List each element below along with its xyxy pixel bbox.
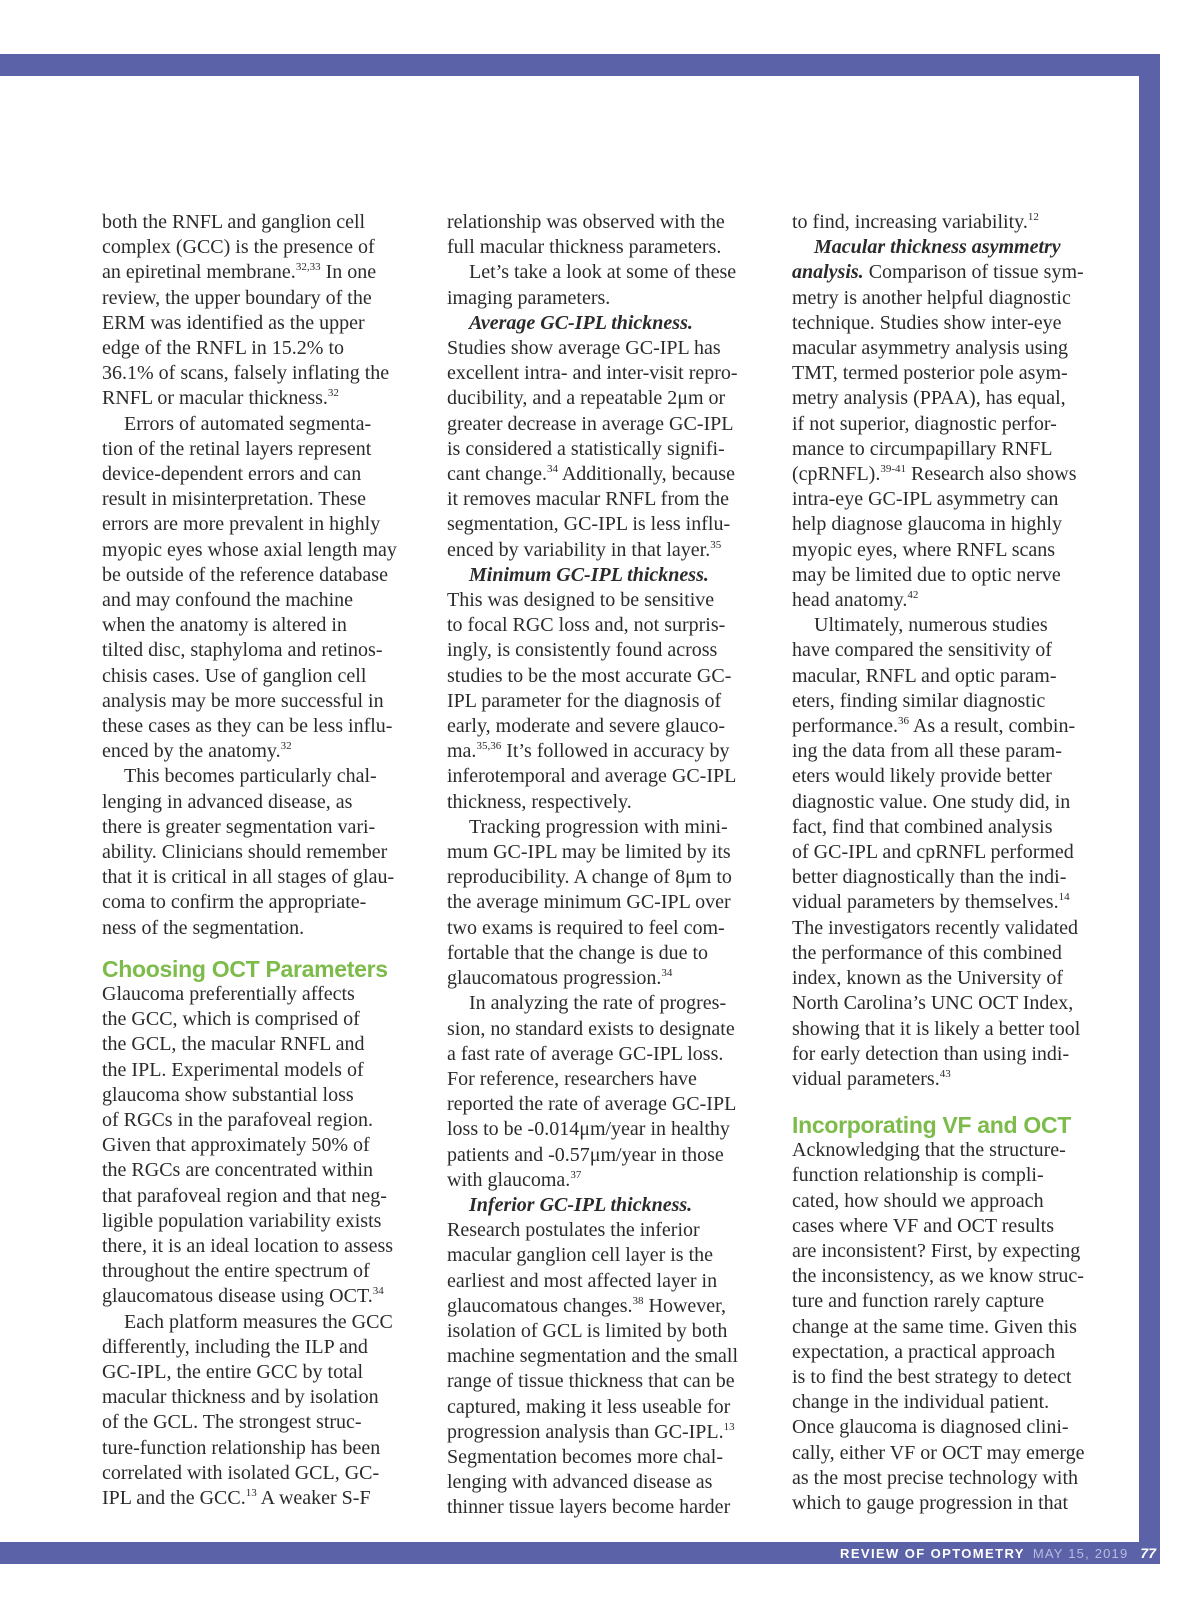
text-line: ture and function rarely capture	[792, 1290, 1045, 1313]
text-line: tilted disc, staphyloma and retinos-	[102, 639, 383, 662]
text-line: technique. Studies show inter-eye	[792, 311, 1062, 334]
text-line: greater decrease in average GC-IPL	[447, 412, 734, 435]
text-line: these cases as they can be less influ-	[102, 715, 393, 738]
right-frame-bar	[1139, 54, 1160, 1554]
text-line: ing the data from all these param-	[792, 740, 1062, 763]
text-line: captured, making it less useable for	[447, 1395, 731, 1418]
text-line: the performance of this combined	[792, 941, 1062, 964]
text-line: the average minimum GC-IPL over	[447, 891, 731, 914]
text-line: reproducibility. A change of 8μm to	[447, 866, 732, 889]
text-line: vidual parameters.$^{43}$	[792, 1067, 951, 1090]
text-line: Average GC-IPL thickness.	[469, 311, 693, 334]
text-line: there, it is an ideal location to assess	[102, 1234, 394, 1257]
text-line: ligible population variability exists	[102, 1209, 382, 1232]
text-line: ness of the segmentation.	[102, 916, 305, 939]
text-line: it removes macular RNFL from the	[447, 488, 729, 511]
text-line: thickness, respectively.	[447, 790, 632, 813]
text-line: machine segmentation and the small	[447, 1345, 739, 1368]
text-line: lenging in advanced disease, as	[102, 790, 353, 813]
text-line: Inferior GC-IPL thickness.	[469, 1193, 693, 1216]
text-line: segmentation, GC-IPL is less influ-	[447, 513, 731, 536]
text-line: of GC-IPL and cpRNFL performed	[792, 841, 1074, 864]
text-line: IPL parameter for the diagnosis of	[447, 689, 722, 712]
text-line: loss to be -0.014μm/year in healthy	[447, 1118, 730, 1141]
text-line: expectation, a practical approach	[792, 1340, 1056, 1363]
text-line: thinner tissue layers become harder	[447, 1496, 731, 1519]
text-line: ma.$^{35,36}$ It’s followed in accuracy by	[447, 740, 730, 763]
section-heading: Choosing OCT Parameters	[102, 955, 388, 982]
text-line: better diagnostically than the indi-	[792, 866, 1067, 889]
paragraph	[447, 991, 777, 1193]
text-line: progression analysis than GC-IPL.$^{13}$	[447, 1420, 735, 1443]
text-line: metry analysis (PPAA), has equal,	[792, 387, 1066, 410]
text-line: intra-eye GC-IPL asymmetry can	[792, 488, 1059, 511]
text-line: RNFL or macular thickness.$^{32}$	[102, 387, 339, 410]
paragraph	[102, 412, 432, 765]
paragraph	[792, 235, 1122, 613]
text-line: change at the same time. Given this	[792, 1315, 1077, 1338]
text-line: two exams is required to feel com-	[447, 916, 725, 939]
text-line: range of tissue thickness that can be	[447, 1370, 735, 1393]
text-line: for early detection than using indi-	[792, 1042, 1070, 1065]
paragraph	[102, 764, 432, 940]
text-line: result in misinterpretation. These	[102, 488, 367, 511]
text-line: complex (GCC) is the presence of	[102, 236, 375, 259]
text-line: help diagnose glaucoma in highly	[792, 513, 1062, 536]
text-line: a fast rate of average GC-IPL loss.	[447, 1042, 724, 1065]
text-line: analysis. Comparison of tissue sym-	[792, 261, 1084, 284]
text-line: glaucomatous changes.$^{38}$ However,	[447, 1294, 726, 1317]
publication-name: REVIEW OF OPTOMETRY	[840, 1545, 1025, 1561]
paragraph	[792, 613, 1122, 1092]
text-line: ERM was identified as the upper	[102, 311, 365, 334]
text-line: myopic eyes whose axial length may	[102, 538, 397, 561]
text-line: earliest and most affected layer in	[447, 1269, 718, 1292]
text-line: that it is critical in all stages of glau-	[102, 866, 395, 889]
text-line: of the GCL. The strongest struc-	[102, 1411, 362, 1434]
text-line: cant change.$^{34}$ Additionally, because	[447, 463, 735, 486]
text-line: ducibility, and a repeatable 2μm or	[447, 387, 726, 410]
text-line: isolation of GCL is limited by both	[447, 1319, 728, 1342]
text-line: glaucomatous progression.$^{34}$	[447, 967, 673, 990]
issue-date: MAY 15, 2019	[1032, 1545, 1129, 1561]
text-line: are inconsistent? First, by expecting	[792, 1239, 1081, 1262]
paragraph	[447, 210, 777, 260]
text-line: glaucomatous disease using OCT.$^{34}$	[102, 1285, 384, 1308]
paragraph	[792, 1138, 1122, 1516]
text-line: (cpRNFL).$^{39-41}$ Research also shows	[792, 463, 1077, 486]
text-line: macular thickness and by isolation	[102, 1386, 379, 1409]
page-number: 77	[1140, 1545, 1156, 1561]
text-line: imaging parameters.	[447, 286, 611, 309]
text-line: the RGCs are concentrated within	[102, 1159, 374, 1182]
text-line: correlated with isolated GCL, GC-	[102, 1461, 380, 1484]
text-line: lenging with advanced disease as	[447, 1471, 713, 1494]
text-line: of RGCs in the parafoveal region.	[102, 1108, 374, 1131]
text-line: analysis may be more successful in	[102, 689, 384, 712]
text-line: to find, increasing variability.$^{12}$	[792, 211, 1039, 233]
text-line: GC-IPL, the entire GCC by total	[102, 1360, 364, 1383]
text-line: head anatomy.$^{42}$	[792, 589, 919, 612]
text-line: early, moderate and severe glauco-	[447, 715, 725, 738]
paragraph	[447, 1193, 777, 1521]
text-line: Glaucoma preferentially affects	[102, 982, 355, 1005]
section-spacer	[792, 1092, 1122, 1112]
paragraph	[102, 210, 432, 412]
column-middle	[447, 210, 777, 1521]
text-line: device-dependent errors and can	[102, 463, 362, 486]
text-line: have compared the sensitivity of	[792, 639, 1052, 662]
text-line: if not superior, diagnostic perfor-	[792, 412, 1057, 435]
text-line: full macular thickness parameters.	[447, 236, 722, 259]
text-line: may be limited due to optic nerve	[792, 563, 1061, 586]
text-line: This was designed to be sensitive	[447, 589, 715, 612]
text-line: enced by variability in that layer.$^{35}$	[447, 538, 722, 561]
text-line: IPL and the GCC.$^{13}$ A weaker S-F	[102, 1486, 371, 1509]
text-line: the IPL. Experimental models of	[102, 1058, 364, 1081]
text-line: the GCL, the macular RNFL and	[102, 1033, 365, 1056]
paragraph	[447, 311, 777, 563]
text-line: eters would likely provide better	[792, 765, 1052, 788]
text-line: differently, including the ILP and	[102, 1335, 368, 1358]
text-line: excellent intra- and inter-visit repro-	[447, 362, 738, 385]
text-line: Research postulates the inferior	[447, 1219, 700, 1242]
text-line: is considered a statistically signifi-	[447, 437, 725, 460]
paragraph	[792, 210, 1122, 235]
text-line: an epiretinal membrane.$^{32,33}$ In one	[102, 261, 377, 284]
text-line: both the RNFL and ganglion cell	[102, 211, 366, 233]
text-line: diagnostic value. One study did, in	[792, 790, 1071, 813]
text-line: For reference, researchers have	[447, 1067, 697, 1090]
text-line: Ultimately, numerous studies	[814, 614, 1048, 637]
page-footer	[780, 1542, 1156, 1564]
text-line: to focal RGC loss and, not surpris-	[447, 614, 726, 637]
text-line: be outside of the reference database	[102, 563, 388, 586]
text-line: with glaucoma.$^{37}$	[447, 1168, 582, 1191]
text-line: enced by the anatomy.$^{32}$	[102, 740, 292, 763]
section-heading: Incorporating VF and OCT	[792, 1112, 1072, 1139]
text-line: metry is another helpful diagnostic	[792, 286, 1071, 309]
text-line: the inconsistency, as we know struc-	[792, 1265, 1084, 1288]
text-line: The investigators recently validated	[792, 916, 1079, 939]
text-line: reported the rate of average GC-IPL	[447, 1093, 737, 1116]
text-line: tion of the retinal layers represent	[102, 437, 372, 460]
text-line: cally, either VF or OCT may emerge	[792, 1441, 1085, 1464]
text-line: eters, finding similar diagnostic	[792, 689, 1046, 712]
text-line: patients and -0.57μm/year in those	[447, 1143, 724, 1166]
text-line: Given that approximately 50% of	[102, 1134, 370, 1157]
paragraph	[102, 982, 432, 1310]
text-line: Macular thickness asymmetry	[814, 236, 1061, 259]
text-line: throughout the entire spectrum of	[102, 1260, 370, 1283]
text-line: and may confound the machine	[102, 589, 354, 612]
text-line: function relationship is compli-	[792, 1164, 1044, 1187]
text-line: relationship was observed with the	[447, 211, 725, 233]
text-line: Each platform measures the GCC	[124, 1310, 393, 1333]
text-line: chisis cases. Use of ganglion cell	[102, 664, 367, 687]
text-line: the GCC, which is comprised of	[102, 1008, 360, 1031]
text-line: coma to confirm the appropriate-	[102, 891, 367, 914]
column-right	[792, 210, 1122, 1516]
text-line: This becomes particularly chal-	[124, 765, 377, 788]
text-line: index, known as the University of	[792, 967, 1064, 990]
text-line: Studies show average GC-IPL has	[447, 337, 721, 360]
text-line: performance.$^{36}$ As a result, combin-	[792, 715, 1076, 738]
text-line: fortable that the change is due to	[447, 941, 709, 964]
text-line: myopic eyes, where RNFL scans	[792, 538, 1056, 561]
paragraph	[447, 260, 777, 310]
text-line: Errors of automated segmenta-	[124, 412, 372, 435]
text-line: mum GC-IPL may be limited by its	[447, 841, 731, 864]
text-line: macular, RNFL and optic param-	[792, 664, 1057, 687]
text-line: Acknowledging that the structure-	[792, 1139, 1066, 1162]
text-line: TMT, termed posterior pole asym-	[792, 362, 1068, 385]
text-line: fact, find that combined analysis	[792, 815, 1053, 838]
text-line: ingly, is consistently found across	[447, 639, 718, 662]
text-line: as the most precise technology with	[792, 1466, 1079, 1489]
text-line: Tracking progression with mini-	[469, 815, 728, 838]
text-line: change in the individual patient.	[792, 1391, 1050, 1414]
text-line: Once glaucoma is diagnosed clini-	[792, 1416, 1069, 1439]
text-line: Let’s take a look at some of these	[469, 261, 737, 284]
text-line: macular asymmetry analysis using	[792, 337, 1069, 360]
text-line: that parafoveal region and that neg-	[102, 1184, 387, 1207]
text-line: mance to circumpapillary RNFL	[792, 437, 1053, 460]
column-left	[102, 210, 432, 1511]
text-line: ture-function relationship has been	[102, 1436, 381, 1459]
text-line: Segmentation becomes more chal-	[447, 1445, 724, 1468]
text-line: studies to be the most accurate GC-	[447, 664, 732, 687]
text-line: macular ganglion cell layer is the	[447, 1244, 714, 1267]
text-line: showing that it is likely a better tool	[792, 1017, 1081, 1040]
text-line: when the anatomy is altered in	[102, 614, 347, 637]
section-spacer	[102, 941, 432, 956]
text-line: there is greater segmentation vari-	[102, 815, 376, 838]
top-frame-bar	[0, 54, 1160, 76]
text-line: cases where VF and OCT results	[792, 1214, 1054, 1237]
text-line: review, the upper boundary of the	[102, 286, 372, 309]
text-line: errors are more prevalent in highly	[102, 513, 381, 536]
text-line: which to gauge progression in that	[792, 1491, 1069, 1514]
paragraph	[102, 1310, 432, 1512]
text-line: is to find the best strategy to detect	[792, 1365, 1072, 1388]
text-line: Minimum GC-IPL thickness.	[469, 563, 709, 586]
paragraph	[447, 563, 777, 815]
text-line: vidual parameters by themselves.$^{14}$	[792, 891, 1070, 914]
text-line: In analyzing the rate of progres-	[469, 992, 727, 1015]
text-line: glaucoma show substantial loss	[102, 1083, 354, 1106]
paragraph	[447, 815, 777, 991]
text-line: sion, no standard exists to designate	[447, 1017, 735, 1040]
text-line: North Carolina’s UNC OCT Index,	[792, 992, 1074, 1015]
text-line: edge of the RNFL in 15.2% to	[102, 337, 345, 360]
text-line: ability. Clinicians should remember	[102, 841, 388, 864]
text-line: 36.1% of scans, falsely inflating the	[102, 362, 390, 385]
text-line: inferotemporal and average GC-IPL	[447, 765, 737, 788]
text-line: cated, how should we approach	[792, 1189, 1044, 1212]
